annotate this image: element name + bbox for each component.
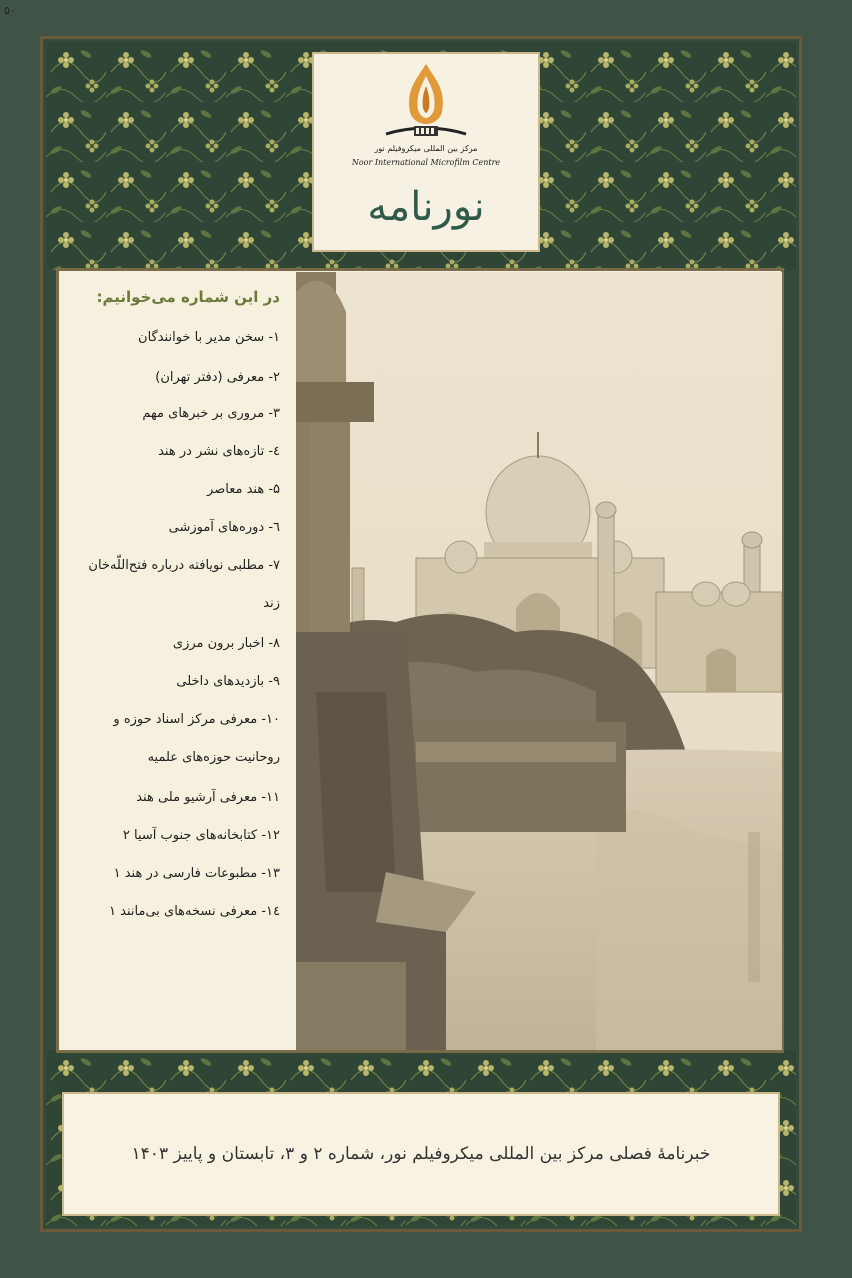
toc-item: ۳- مروری بر خبرهای مهم xyxy=(142,406,280,421)
table-of-contents xyxy=(60,272,292,1048)
issue-info-text: خبرنامهٔ فصلی مرکز بین المللی میکروفیلم نور، شماره ۲ و ۳، تابستان و پاییز ۱۴۰۳ xyxy=(131,1144,711,1164)
toc-item: ۹- بازدیدهای داخلی xyxy=(176,674,280,689)
toc-heading: در این شماره می‌خوانیم: xyxy=(96,288,280,306)
toc-item: ۱- سخن مدیر با خوانندگان xyxy=(138,330,280,345)
toc-item: ۱۱- معرفی آرشیو ملی هند xyxy=(136,790,280,805)
logo-name-persian: مرکز بین المللی میکروفیلم نور xyxy=(374,144,478,153)
toc-item: ۱۰- معرفی مرکز اسناد حوزه و xyxy=(113,712,280,727)
toc-item: ٤- تازه‌های نشر در هند xyxy=(158,444,280,459)
toc-item: ۱۳- مطبوعات فارسی در هند ۱ xyxy=(113,866,280,881)
toc-item: روحانیت حوزه‌های علمیه xyxy=(147,750,280,765)
page-number: ۵۰ xyxy=(4,4,16,17)
taj-mahal-photo xyxy=(296,272,782,1050)
toc-item: ۲- معرفی (دفتر تهران) xyxy=(155,370,280,385)
toc-item: ٦- دوره‌های آموزشی xyxy=(168,520,280,535)
toc-item: ١٤- معرفی نسخه‌های بی‌مانند ۱ xyxy=(109,904,280,919)
toc-item: ۵- هند معاصر xyxy=(207,482,280,497)
toc-item: ۷- مطلبی نویافته درباره فتح‌اللّه‌خان xyxy=(88,558,280,573)
magazine-title: نورنامه xyxy=(367,184,485,230)
noor-logo-icon xyxy=(376,60,476,152)
toc-item: ۸- اخبار برون مرزی xyxy=(172,636,280,651)
logo-name-english: Noor International Microfilm Centre xyxy=(351,158,501,167)
toc-item: زند xyxy=(263,596,280,611)
toc-item: ۱۲- کتابخانه‌های جنوب آسیا ۲ xyxy=(122,828,280,843)
issue-info-panel xyxy=(62,1092,780,1216)
logo-panel xyxy=(312,52,540,252)
